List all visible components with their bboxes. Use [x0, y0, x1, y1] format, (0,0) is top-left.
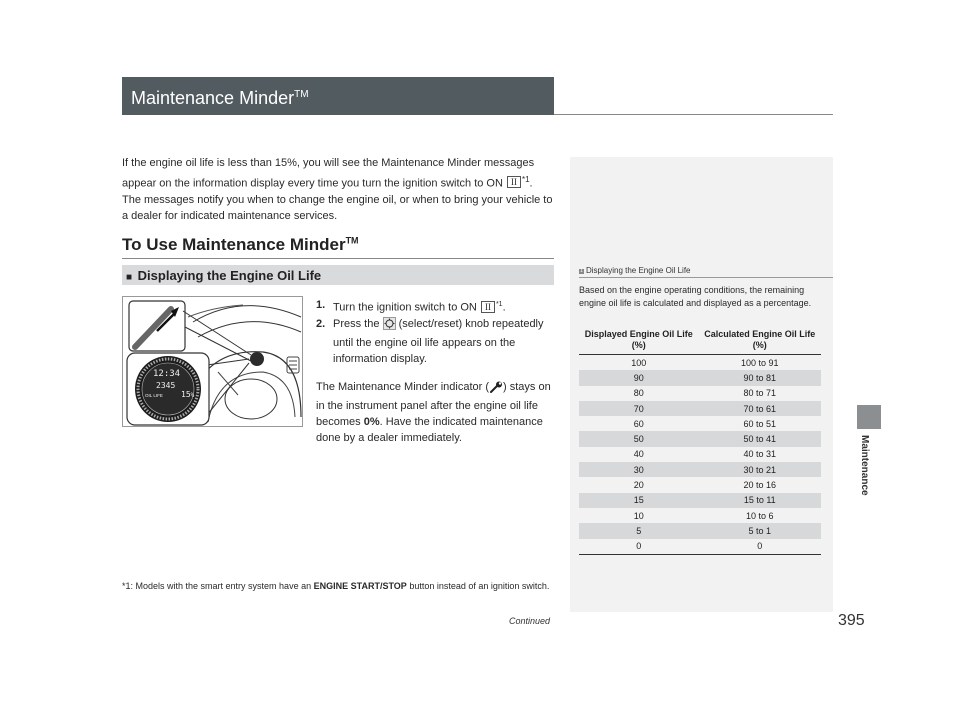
- calculated-oil-life-cell: 10 to 6: [745, 510, 774, 521]
- oil-life-percent: 15: [181, 390, 191, 399]
- section-rule: [122, 258, 554, 259]
- calculated-oil-life-cell: 15 to 11: [699, 493, 822, 508]
- displayed-oil-life-cell: 5: [579, 523, 699, 538]
- displayed-oil-life-cell: 70: [579, 401, 699, 416]
- page-title-text: Maintenance Minder: [131, 88, 295, 108]
- table-row: [579, 508, 821, 523]
- instrument-cluster-illustration: [122, 296, 303, 427]
- table-row: [579, 401, 821, 416]
- page-title: [122, 77, 554, 115]
- reference-icon: 1: [580, 268, 583, 274]
- cluster-oil-life-readout: 15%: [181, 390, 195, 399]
- calculated-oil-life-cell: 30 to 21: [699, 462, 822, 477]
- chapter-tab[interactable]: [857, 405, 881, 429]
- displayed-oil-life-cell: 80: [633, 388, 644, 399]
- table-header-displayed: Displayed Engine Oil Life (%): [579, 329, 699, 355]
- table-header-calculated: Calculated Engine Oil Life (%): [699, 329, 822, 355]
- intro-text-2: . The messages notify you when to change the engine oil, or when to bring your vehicle to a dealer for indicated maintenance services.: [122, 177, 553, 223]
- calculated-oil-life-cell: 60 to 51: [743, 418, 777, 429]
- footnote-ref[interactable]: *1: [495, 301, 503, 308]
- table-row: [579, 416, 821, 431]
- cluster-time-readout: 12:34: [153, 369, 181, 379]
- table-row: [579, 477, 821, 492]
- section-trademark: TM: [345, 235, 359, 246]
- title-rule: [554, 114, 833, 115]
- subsection-heading-text: Displaying the Engine Oil Life: [137, 268, 322, 283]
- ignition-on-key-icon: II: [481, 301, 495, 313]
- calculated-oil-life-cell: 70 to 61: [699, 401, 822, 416]
- step-text-end: .: [502, 301, 506, 314]
- oil-life-table-body: [579, 355, 821, 555]
- step-number: 1.: [316, 299, 326, 311]
- cluster-odometer-readout: 2345: [156, 381, 176, 390]
- oil-life-table: [579, 329, 821, 555]
- sidebar-heading-text: Displaying the Engine Oil Life: [586, 266, 691, 275]
- footnote-text-2: button instead of an ignition switch.: [409, 581, 550, 591]
- ignition-on-key-icon: II: [507, 176, 521, 188]
- footnote: [122, 578, 554, 594]
- indicator-text-3: . Have the indicated maintenance done by a dealer immediately.: [316, 415, 543, 444]
- cluster-drawing: [123, 297, 302, 426]
- step-2: [316, 316, 554, 367]
- calculated-oil-life-cell: 50 to 41: [699, 431, 822, 446]
- step-1: [316, 297, 554, 316]
- table-row: [579, 370, 821, 385]
- displayed-oil-life-cell: 40: [633, 449, 644, 460]
- step-text: Turn the ignition switch to ON: [333, 301, 477, 314]
- section-heading: [122, 235, 359, 255]
- intro-text-1: If the engine oil life is less than 15%, you will see the Maintenance Minder messages appear on the information display every time you turn the ignition switch to ON: [122, 157, 535, 190]
- calculated-oil-life-cell: 80 to 71: [743, 388, 777, 399]
- table-row: [579, 462, 821, 477]
- table-row: [579, 447, 821, 462]
- displayed-oil-life-cell: 100: [631, 357, 647, 368]
- page-number: 395: [838, 612, 865, 629]
- trademark: TM: [294, 89, 309, 100]
- calculated-oil-life-cell: 90 to 81: [699, 370, 822, 385]
- calculated-oil-life-cell: 40 to 31: [743, 449, 777, 460]
- displayed-oil-life-cell: 30: [579, 462, 699, 477]
- select-reset-knob-icon: [383, 317, 396, 335]
- calculated-oil-life-cell: 20 to 16: [743, 480, 777, 491]
- displayed-oil-life-cell: 20: [633, 480, 644, 491]
- step-number: 2.: [316, 317, 326, 330]
- indicator-text-1: The Maintenance Minder indicator (: [316, 380, 490, 393]
- displayed-oil-life-cell: 15: [579, 493, 699, 508]
- calculated-oil-life-cell: 0: [699, 539, 822, 555]
- table-row: [579, 431, 821, 446]
- indicator-paragraph: [316, 379, 554, 446]
- chapter-label: Maintenance: [859, 435, 870, 496]
- table-row: [579, 539, 821, 555]
- table-row: [579, 355, 821, 371]
- footnote-text-1: *1: Models with the smart entry system have an: [122, 581, 312, 591]
- calculated-oil-life-cell: 100 to 91: [740, 357, 779, 368]
- footnote-button-name: ENGINE START/STOP: [313, 581, 407, 591]
- table-row: [579, 493, 821, 508]
- intro-paragraph: [122, 155, 554, 225]
- calculated-oil-life-cell: 5 to 1: [699, 523, 822, 538]
- indicator-text-2: ) stays on in the instrument panel after the engine oil life becomes: [316, 380, 551, 428]
- wrench-icon: [489, 381, 503, 398]
- continued-label: Continued: [509, 616, 551, 626]
- step-text: Press the: [333, 317, 380, 330]
- zero-percent-value: 0%: [363, 415, 380, 428]
- sidebar-heading[interactable]: [579, 266, 833, 275]
- table-row: [579, 523, 821, 538]
- displayed-oil-life-cell: 60: [633, 418, 644, 429]
- steps-block: [316, 297, 554, 446]
- sidebar-rule: [579, 277, 833, 278]
- displayed-oil-life-cell: 0: [579, 539, 699, 555]
- section-heading-text: To Use Maintenance Minder: [122, 235, 346, 254]
- table-row: [579, 386, 821, 401]
- sidebar-body: Based on the engine operating conditions, the remaining engine oil life is calculated and displayed as a percentage.: [579, 285, 812, 308]
- step-text-end: (select/reset) knob repeatedly until the engine oil life appears on the information display.: [333, 317, 544, 365]
- displayed-oil-life-cell: 10: [633, 510, 644, 521]
- cluster-oil-life-label: OIL LIFE: [145, 393, 163, 398]
- square-bullet-icon: ■: [126, 272, 133, 283]
- displayed-oil-life-cell: 50: [579, 431, 699, 446]
- displayed-oil-life-cell: 90: [579, 370, 699, 385]
- subsection-heading: [122, 265, 554, 285]
- footnote-ref[interactable]: *1: [521, 174, 530, 184]
